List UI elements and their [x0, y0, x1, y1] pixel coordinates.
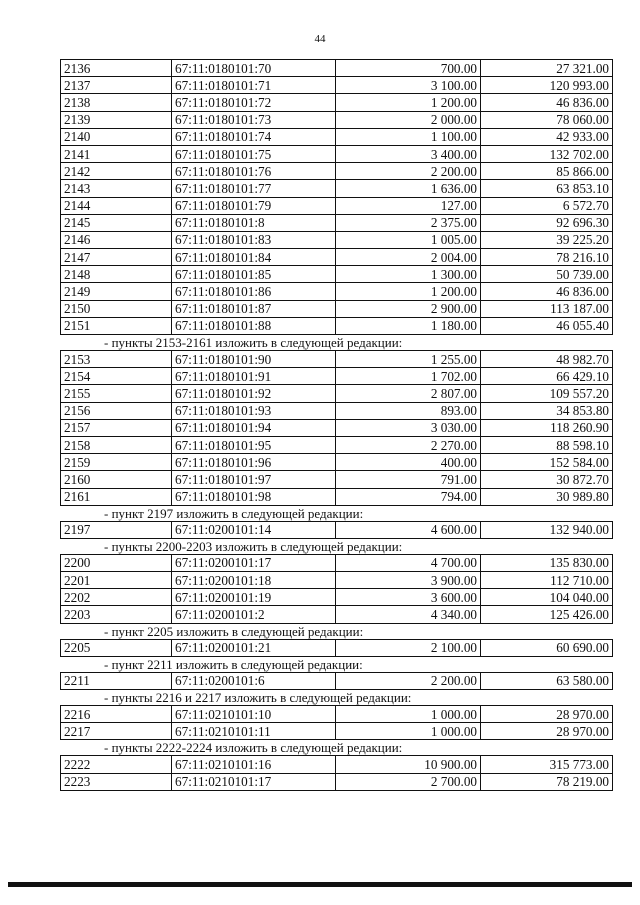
bottom-rule	[8, 882, 632, 887]
table-row	[61, 128, 613, 145]
item-number-cell: 2222	[61, 756, 172, 773]
table-row	[61, 283, 613, 300]
area-cell: 3 600.00	[336, 589, 481, 606]
cadastral-number-cell: 67:11:0180101:85	[172, 266, 336, 283]
value-cell: 63 853.10	[481, 180, 613, 197]
table-row	[61, 488, 613, 505]
area-cell: 2 000.00	[336, 111, 481, 128]
cadastral-number-cell: 67:11:0180101:96	[172, 454, 336, 471]
value-cell: 27 321.00	[481, 60, 613, 77]
cadastral-number-cell: 67:11:0180101:73	[172, 111, 336, 128]
data-table	[60, 521, 613, 539]
cadastral-number-cell: 67:11:0180101:71	[172, 77, 336, 94]
value-cell: 92 696.30	[481, 214, 613, 231]
area-cell: 2 700.00	[336, 773, 481, 790]
area-cell: 1 636.00	[336, 180, 481, 197]
table-row	[61, 672, 613, 689]
table-row	[61, 249, 613, 266]
item-number-cell: 2143	[61, 180, 172, 197]
cadastral-number-cell: 67:11:0180101:92	[172, 385, 336, 402]
item-number-cell: 2141	[61, 145, 172, 162]
table-row	[61, 266, 613, 283]
cadastral-number-cell: 67:11:0180101:90	[172, 351, 336, 368]
item-number-cell: 2139	[61, 111, 172, 128]
cadastral-number-cell: 67:11:0200101:19	[172, 589, 336, 606]
cadastral-number-cell: 67:11:0200101:14	[172, 521, 336, 538]
item-number-cell: 2149	[61, 283, 172, 300]
item-number-cell: 2203	[61, 606, 172, 623]
cadastral-number-cell: 67:11:0180101:70	[172, 60, 336, 77]
item-number-cell: 2157	[61, 419, 172, 436]
table-row	[61, 521, 613, 538]
table-row	[61, 402, 613, 419]
area-cell: 893.00	[336, 402, 481, 419]
value-cell: 39 225.20	[481, 231, 613, 248]
area-cell: 1 000.00	[336, 723, 481, 740]
item-number-cell: 2146	[61, 231, 172, 248]
value-cell: 125 426.00	[481, 606, 613, 623]
amendment-instruction: - пункт 2205 изложить в следующей редакции:	[104, 623, 364, 639]
area-cell: 3 030.00	[336, 419, 481, 436]
area-cell: 3 900.00	[336, 572, 481, 589]
value-cell: 50 739.00	[481, 266, 613, 283]
value-cell: 315 773.00	[481, 756, 613, 773]
amendment-instruction: - пункт 2197 изложить в следующей редакции:	[104, 505, 364, 521]
table-row	[61, 572, 613, 589]
item-number-cell: 2159	[61, 454, 172, 471]
amendment-instruction: - пункты 2153-2161 изложить в следующей редакции:	[104, 335, 403, 350]
item-number-cell: 2201	[61, 572, 172, 589]
value-cell: 30 989.80	[481, 488, 613, 505]
item-number-cell: 2154	[61, 368, 172, 385]
item-number-cell: 2161	[61, 488, 172, 505]
item-number-cell: 2223	[61, 773, 172, 790]
value-cell: 63 580.00	[481, 672, 613, 689]
table-row	[61, 94, 613, 111]
data-table	[60, 705, 613, 740]
item-number-cell: 2137	[61, 77, 172, 94]
value-cell: 112 710.00	[481, 572, 613, 589]
item-number-cell: 2156	[61, 402, 172, 419]
area-cell: 1 300.00	[336, 266, 481, 283]
value-cell: 34 853.80	[481, 402, 613, 419]
cadastral-number-cell: 67:11:0210101:17	[172, 773, 336, 790]
item-number-cell: 2144	[61, 197, 172, 214]
table-row	[61, 180, 613, 197]
table-row	[61, 368, 613, 385]
area-cell: 2 100.00	[336, 639, 481, 656]
cadastral-number-cell: 67:11:0200101:17	[172, 554, 336, 571]
area-cell: 2 270.00	[336, 436, 481, 453]
data-table	[60, 554, 613, 624]
item-number-cell: 2140	[61, 128, 172, 145]
item-number-cell: 2148	[61, 266, 172, 283]
table-row	[61, 231, 613, 248]
table-row	[61, 454, 613, 471]
cadastral-number-cell: 67:11:0200101:18	[172, 572, 336, 589]
item-number-cell: 2145	[61, 214, 172, 231]
table-row	[61, 60, 613, 77]
table-row	[61, 419, 613, 436]
value-cell: 66 429.10	[481, 368, 613, 385]
value-cell: 85 866.00	[481, 163, 613, 180]
cadastral-number-cell: 67:11:0180101:95	[172, 436, 336, 453]
area-cell: 1 180.00	[336, 317, 481, 334]
value-cell: 109 557.20	[481, 385, 613, 402]
area-cell: 3 400.00	[336, 145, 481, 162]
value-cell: 120 993.00	[481, 77, 613, 94]
amendment-instruction: - пункты 2222-2224 изложить в следующей редакции:	[104, 740, 403, 756]
item-number-cell: 2200	[61, 554, 172, 571]
item-number-cell: 2153	[61, 351, 172, 368]
cadastral-number-cell: 67:11:0180101:74	[172, 128, 336, 145]
area-cell: 1 200.00	[336, 283, 481, 300]
amendment-instruction: - пункты 2216 и 2217 изложить в следующей редакции:	[104, 690, 412, 705]
area-cell: 2 900.00	[336, 300, 481, 317]
value-cell: 135 830.00	[481, 554, 613, 571]
data-table	[60, 755, 613, 790]
cadastral-number-cell: 67:11:0180101:88	[172, 317, 336, 334]
cadastral-number-cell: 67:11:0180101:83	[172, 231, 336, 248]
area-cell: 2 200.00	[336, 163, 481, 180]
cadastral-number-cell: 67:11:0180101:91	[172, 368, 336, 385]
value-cell: 48 982.70	[481, 351, 613, 368]
cadastral-number-cell: 67:11:0180101:79	[172, 197, 336, 214]
document-body	[60, 59, 613, 791]
area-cell: 400.00	[336, 454, 481, 471]
cadastral-number-cell: 67:11:0210101:10	[172, 706, 336, 723]
item-number-cell: 2158	[61, 436, 172, 453]
item-number-cell: 2160	[61, 471, 172, 488]
area-cell: 1 702.00	[336, 368, 481, 385]
value-cell: 46 055.40	[481, 317, 613, 334]
area-cell: 127.00	[336, 197, 481, 214]
item-number-cell: 2216	[61, 706, 172, 723]
cadastral-number-cell: 67:11:0200101:21	[172, 639, 336, 656]
area-cell: 1 200.00	[336, 94, 481, 111]
table-row	[61, 111, 613, 128]
data-table	[60, 639, 613, 657]
value-cell: 118 260.90	[481, 419, 613, 436]
item-number-cell: 2150	[61, 300, 172, 317]
value-cell: 78 060.00	[481, 111, 613, 128]
area-cell: 1 005.00	[336, 231, 481, 248]
table-row	[61, 554, 613, 571]
cadastral-number-cell: 67:11:0200101:2	[172, 606, 336, 623]
value-cell: 104 040.00	[481, 589, 613, 606]
value-cell: 78 216.10	[481, 249, 613, 266]
table-row	[61, 773, 613, 790]
cadastral-number-cell: 67:11:0210101:16	[172, 756, 336, 773]
table-row	[61, 756, 613, 773]
cadastral-number-cell: 67:11:0200101:6	[172, 672, 336, 689]
area-cell: 1 000.00	[336, 706, 481, 723]
value-cell: 132 940.00	[481, 521, 613, 538]
area-cell: 2 004.00	[336, 249, 481, 266]
table-row	[61, 317, 613, 334]
table-row	[61, 385, 613, 402]
area-cell: 4 600.00	[336, 521, 481, 538]
cadastral-number-cell: 67:11:0180101:98	[172, 488, 336, 505]
cadastral-number-cell: 67:11:0210101:11	[172, 723, 336, 740]
item-number-cell: 2217	[61, 723, 172, 740]
data-table	[60, 59, 613, 335]
value-cell: 6 572.70	[481, 197, 613, 214]
table-row	[61, 351, 613, 368]
area-cell: 1 255.00	[336, 351, 481, 368]
table-row	[61, 77, 613, 94]
item-number-cell: 2138	[61, 94, 172, 111]
table-row	[61, 589, 613, 606]
item-number-cell: 2202	[61, 589, 172, 606]
value-cell: 30 872.70	[481, 471, 613, 488]
cadastral-number-cell: 67:11:0180101:97	[172, 471, 336, 488]
item-number-cell: 2147	[61, 249, 172, 266]
table-row	[61, 163, 613, 180]
table-row	[61, 723, 613, 740]
item-number-cell: 2211	[61, 672, 172, 689]
area-cell: 3 100.00	[336, 77, 481, 94]
value-cell: 132 702.00	[481, 145, 613, 162]
value-cell: 42 933.00	[481, 128, 613, 145]
cadastral-number-cell: 67:11:0180101:77	[172, 180, 336, 197]
table-row	[61, 300, 613, 317]
area-cell: 4 700.00	[336, 554, 481, 571]
table-row	[61, 606, 613, 623]
area-cell: 700.00	[336, 60, 481, 77]
cadastral-number-cell: 67:11:0180101:72	[172, 94, 336, 111]
area-cell: 1 100.00	[336, 128, 481, 145]
area-cell: 794.00	[336, 488, 481, 505]
value-cell: 46 836.00	[481, 283, 613, 300]
table-row	[61, 145, 613, 162]
item-number-cell: 2155	[61, 385, 172, 402]
value-cell: 113 187.00	[481, 300, 613, 317]
cadastral-number-cell: 67:11:0180101:8	[172, 214, 336, 231]
amendment-instruction: - пункты 2200-2203 изложить в следующей редакции:	[104, 538, 403, 554]
item-number-cell: 2197	[61, 521, 172, 538]
table-row	[61, 639, 613, 656]
item-number-cell: 2136	[61, 60, 172, 77]
cadastral-number-cell: 67:11:0180101:76	[172, 163, 336, 180]
cadastral-number-cell: 67:11:0180101:75	[172, 145, 336, 162]
value-cell: 28 970.00	[481, 723, 613, 740]
area-cell: 4 340.00	[336, 606, 481, 623]
value-cell: 28 970.00	[481, 706, 613, 723]
cadastral-number-cell: 67:11:0180101:86	[172, 283, 336, 300]
data-table	[60, 672, 613, 690]
value-cell: 46 836.00	[481, 94, 613, 111]
table-row	[61, 436, 613, 453]
item-number-cell: 2205	[61, 639, 172, 656]
area-cell: 2 200.00	[336, 672, 481, 689]
area-cell: 2 807.00	[336, 385, 481, 402]
table-row	[61, 197, 613, 214]
cadastral-number-cell: 67:11:0180101:93	[172, 402, 336, 419]
area-cell: 2 375.00	[336, 214, 481, 231]
value-cell: 88 598.10	[481, 436, 613, 453]
amendment-instruction: - пункт 2211 изложить в следующей редакции:	[104, 656, 363, 672]
cadastral-number-cell: 67:11:0180101:84	[172, 249, 336, 266]
item-number-cell: 2151	[61, 317, 172, 334]
value-cell: 78 219.00	[481, 773, 613, 790]
cadastral-number-cell: 67:11:0180101:94	[172, 419, 336, 436]
table-row	[61, 214, 613, 231]
table-row	[61, 706, 613, 723]
item-number-cell: 2142	[61, 163, 172, 180]
value-cell: 60 690.00	[481, 639, 613, 656]
value-cell: 152 584.00	[481, 454, 613, 471]
table-row	[61, 471, 613, 488]
area-cell: 791.00	[336, 471, 481, 488]
page-number: 44	[314, 33, 326, 45]
data-table	[60, 350, 613, 506]
cadastral-number-cell: 67:11:0180101:87	[172, 300, 336, 317]
area-cell: 10 900.00	[336, 756, 481, 773]
